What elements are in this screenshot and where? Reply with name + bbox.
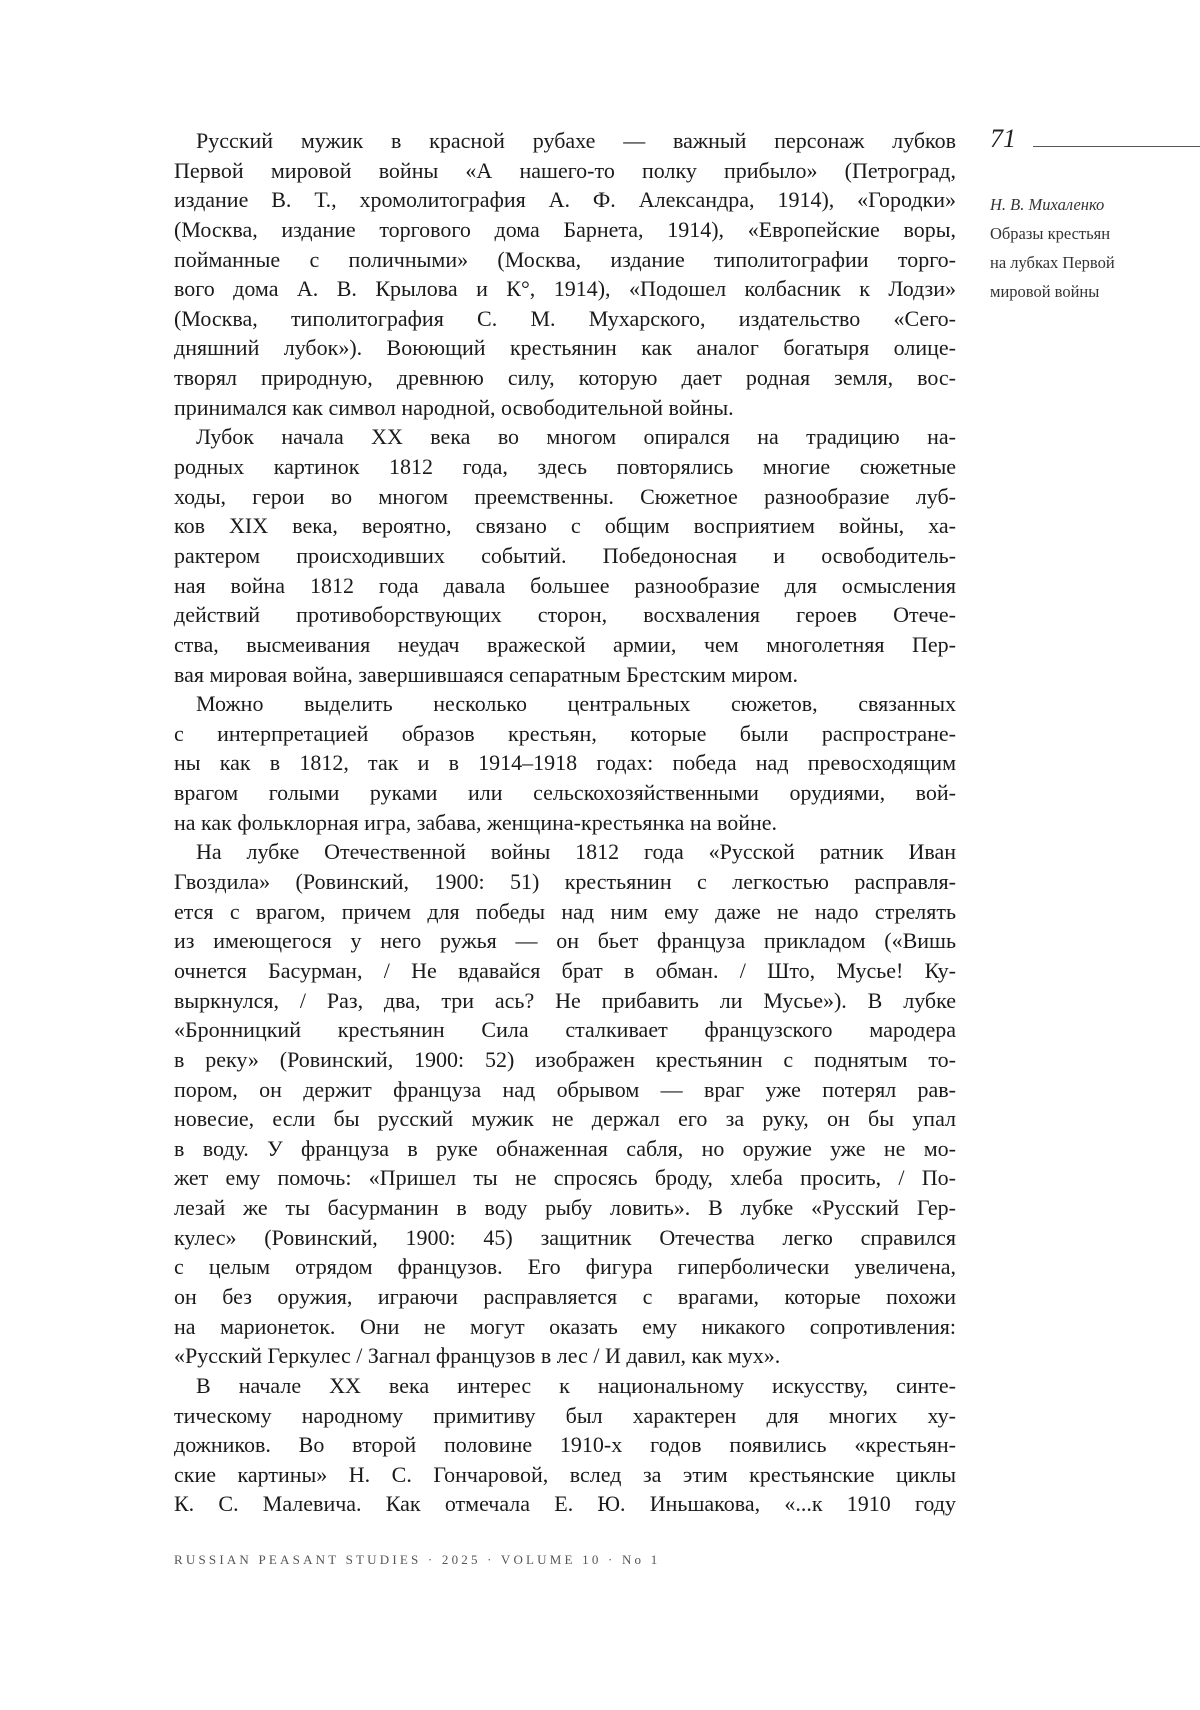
text-line: он без оружия, играючи расправляется с врагами, которые похожи	[174, 1283, 956, 1309]
text-line: пором, он держит француза над обрывом — враг уже потерял рав-	[174, 1076, 956, 1102]
text-line: пойманные с поличными» (Москва, издание типолитографии торго-	[174, 246, 956, 272]
text-line: ские картины» Н. С. Гончаровой, вслед за этим крестьянские циклы	[174, 1461, 956, 1487]
text-line: Гвоздила» (Ровинский, 1900: 51) крестьянин с легкостью расправля-	[174, 869, 956, 895]
text-line: новесие, если бы русский мужик не держал его за руку, он бы упал	[174, 1106, 956, 1132]
text-line: с целым отрядом французов. Его фигура гиперболически увеличена,	[174, 1254, 956, 1280]
text-line: (Москва, типолитография С. М. Мухарского, издательство «Сего-	[174, 305, 956, 331]
text-line: дняшний лубок»). Воюющий крестьянин как аналог богатыря олице-	[174, 335, 956, 361]
text-line: К. С. Малевича. Как отмечала Е. Ю. Иньшакова, «...к 1910 году	[174, 1491, 956, 1517]
text-line: ны как в 1812, так и в 1914–1918 годах: победа над превосходящим	[174, 750, 956, 776]
text-line: врагом голыми руками или сельскохозяйственными орудиями, вой-	[174, 780, 956, 806]
text-line: (Москва, издание торгового дома Барнета, 1914), «Европейские воры,	[174, 216, 956, 242]
text-line: творял природную, древнюю силу, которую дает родная земля, вос-	[174, 365, 956, 391]
text-line: издание В. Т., хромолитография А. Ф. Александра, 1914), «Городки»	[174, 187, 956, 213]
text-line: родных картинок 1812 года, здесь повторялись многие сюжетные	[174, 454, 956, 480]
paragraph	[174, 422, 956, 689]
text-line: действий противоборствующих сторон, восхваления героев Отече-	[174, 602, 956, 628]
paragraph	[174, 689, 956, 837]
page-number: 71	[990, 124, 1016, 153]
text-line: в воду. У француза в руке обнаженная сабля, но оружие уже не мо-	[174, 1135, 956, 1161]
text-line: вого дома А. В. Крылова и К°, 1914), «Подошел колбасник к Лодзи»	[174, 276, 956, 302]
text-line: ходы, герои во многом преемственны. Сюжетное разнообразие луб-	[174, 483, 956, 509]
paragraph	[174, 126, 956, 422]
text-line: Лубок начала XX века во многом опирался на традицию на-	[196, 424, 956, 450]
article-title-line: Образы крестьян	[990, 224, 1111, 243]
text-line: «Русский Геркулес / Загнал французов в лес / И давил, как мух».	[174, 1343, 781, 1369]
article-title-line: мировой войны	[990, 282, 1100, 301]
text-line: с интерпретацией образов крестьян, которые были распростране-	[174, 720, 956, 746]
text-line: ется с врагом, причем для победы над ним ему даже не надо стрелять	[174, 898, 956, 924]
text-line: вая мировая война, завершившаяся сепаратным Брестским миром.	[174, 661, 799, 687]
text-line: принимался как символ народной, освободительной войны.	[174, 394, 734, 420]
text-line: в реку» (Ровинский, 1900: 52) изображен крестьянин с поднятым то-	[174, 1046, 956, 1072]
body-text	[174, 126, 956, 1519]
text-line: ков XIX века, вероятно, связано с общим восприятием войны, ха-	[174, 513, 956, 539]
header-rule	[1033, 146, 1200, 147]
text-line: В начале XX века интерес к национальному искусству, синте-	[196, 1372, 956, 1398]
text-line: ная война 1812 года давала большее разнообразие для осмысления	[174, 572, 956, 598]
text-line: тическому народному примитиву был характерен для многих ху-	[174, 1402, 956, 1428]
paragraph	[174, 1371, 956, 1519]
text-line: на марионеток. Они не могут оказать ему никакого сопротивления:	[174, 1313, 956, 1339]
text-line: «Бронницкий крестьянин Сила сталкивает французского мародера	[174, 1017, 956, 1043]
text-line: кулес» (Ровинский, 1900: 45) защитник Отечества легко справился	[174, 1224, 956, 1250]
text-line: ства, высмеивания неудач вражеской армии, чем многолетняя Пер-	[174, 631, 956, 657]
text-line: выркнулся, / Раз, два, три ась? Не прибавить ли Мусье»). В лубке	[174, 987, 956, 1013]
text-line: лезай же ты басурманин в воду рыбу ловить». В лубке «Русский Гер-	[174, 1195, 956, 1221]
paragraph	[174, 837, 956, 1371]
text-line: Первой мировой войны «А нашего-то полку прибыло» (Петроград,	[174, 157, 956, 183]
text-line: Русский мужик в красной рубахе — важный персонаж лубков	[196, 128, 956, 153]
article-author: Н. В. Михаленко	[990, 195, 1105, 214]
text-line: дожников. Во второй половине 1910-х годов появились «крестьян-	[174, 1432, 956, 1458]
text-line: рактером происходивших событий. Победоносная и освободитель-	[174, 542, 956, 568]
text-line: На лубке Отечественной войны 1812 года «Русской ратник Иван	[196, 839, 956, 865]
text-line: на как фольклорная игра, забава, женщина-крестьянка на войне.	[174, 809, 778, 835]
article-title-line: на лубках Первой	[990, 253, 1115, 272]
text-line: из имеющегося у него ружья — он бьет француза прикладом («Вишь	[174, 928, 956, 954]
text-line: очнется Басурман, / Не вдавайся брат в обман. / Што, Мусье! Ку-	[174, 957, 956, 983]
text-line: Можно выделить несколько центральных сюжетов, связанных	[196, 691, 956, 717]
running-sidebar	[990, 190, 1115, 306]
text-line: жет ему помочь: «Пришел ты не спросясь броду, хлеба просить, / По-	[174, 1165, 956, 1191]
journal-footer: RUSSIAN PEASANT STUDIES · 2025 · VOLUME 10 · No 1	[174, 1552, 661, 1567]
